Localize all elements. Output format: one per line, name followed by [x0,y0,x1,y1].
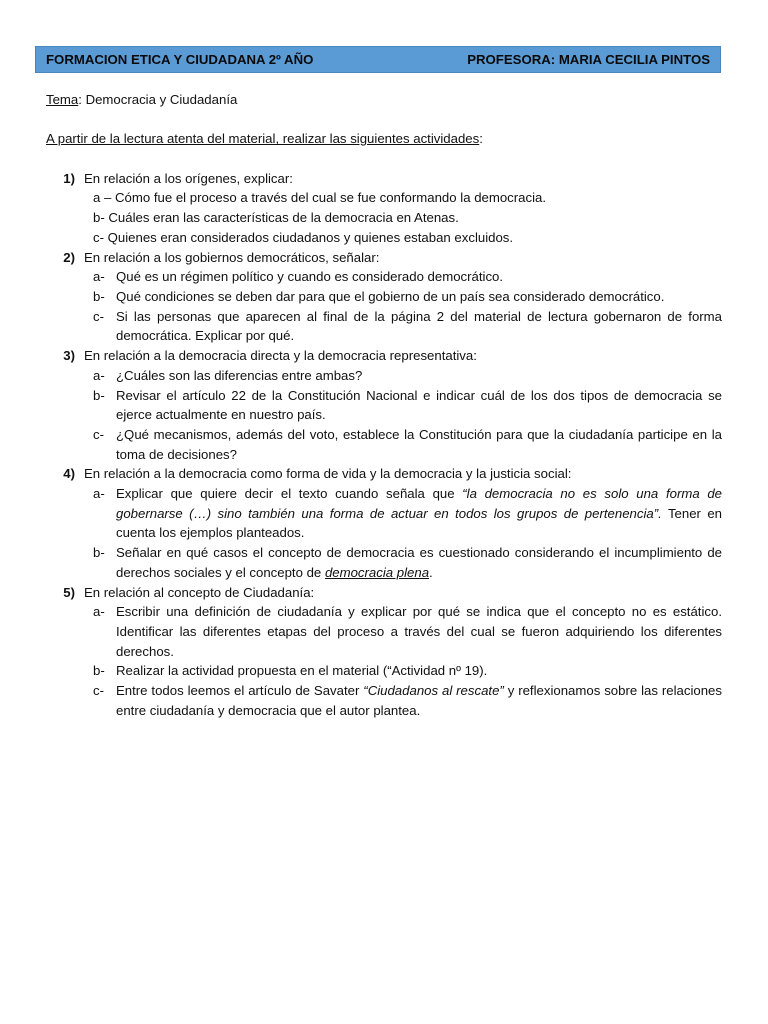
q3-item-c [46,425,722,464]
item-text-post: . [429,564,433,580]
intro-colon: : [479,131,483,147]
question-3 [46,346,722,366]
item-text: Qué es un régimen político y cuando es considerado democrático. [116,269,504,285]
document-body [46,90,722,720]
item-text-post: y reflexionamos sobre las relaciones entre ciudadanía y democracia que el autor plantea. [116,683,722,718]
intro-text: A partir de la lectura atenta del material, realizar las siguientes actividades [46,131,480,147]
q3-item-b [46,386,722,425]
intro-line [46,129,722,149]
tema-value: Democracia y Ciudadanía [85,92,238,107]
course-title: FORMACION ETICA Y CIUDADANA 2º AÑO [46,52,314,67]
item-text [116,484,722,543]
question-number: 1) [63,170,75,186]
question-title: En relación al concepto de Ciudadanía: [84,584,315,600]
item-label: c- [93,426,104,442]
question-number: 3) [63,348,75,364]
item-label: a- [93,269,105,285]
tema-line [46,90,722,110]
item-text: ¿Qué mecanismos, además del voto, establece la Constitución para que la ciudadanía participe en la toma de decisiones? [116,426,722,462]
item-label: a- [93,367,105,383]
item-text: ¿Cuáles son las diferencias entre ambas? [116,367,363,383]
tema-sep: : [78,92,86,107]
question-number: 5) [63,584,75,600]
q5-item-c [46,681,722,720]
item-text: Si las personas que aparecen al final de la página 2 del material de lectura gobernaron de forma democrática. Explicar por qué. [116,308,722,344]
q1-item-c: c- Quienes eran considerados ciudadanos y quienes estaban excluidos. [93,229,514,245]
q5-item-a [46,602,722,661]
question-number: 2) [63,249,75,265]
item-label: a- [93,604,105,620]
item-label: c- [93,683,104,699]
question-title: En relación a los gobiernos democráticos, señalar: [84,249,380,265]
teacher-name: PROFESORA: MARIA CECILIA PINTOS [467,52,710,67]
question-title: En relación a la democracia directa y la democracia representativa: [84,348,477,364]
q2-item-a [46,267,722,287]
item-text-post: Tener en cuenta los ejemplos planteados. [116,505,722,541]
question-1 [46,169,722,189]
q1-item-a: a – Cómo fue el proceso a través del cual se fue conformando la democracia. [93,190,547,206]
item-text-pre: Entre todos leemos el artículo de Savater [116,683,364,699]
item-text: Revisar el artículo 22 de la Constitución Nacional e indicar cuál de los dos tipos de democracia se ejerce actualmente en nuestro país. [116,387,722,423]
q1-item-b: b- Cuáles eran las características de la democracia en Atenas. [93,210,459,226]
q5-item-b [46,661,722,681]
item-quote: “Ciudadanos al rescate” [363,683,504,699]
question-title: En relación a los orígenes, explicar: [84,170,293,186]
item-label: b- [93,663,105,679]
question-5 [46,583,722,603]
q2-item-c [46,307,722,346]
q4-item-b [46,543,722,582]
item-text-pre: Señalar en qué casos el concepto de democracia es cuestionado considerando el incumplimiento de derechos sociales y el concepto de [116,545,722,580]
q3-item-a [46,366,722,386]
item-text: Escribir una definición de ciudadanía y explicar por qué se indica que el concepto no es estático. Identificar las diferentes etapas del proceso a través del cual se fueron adquiriendo los diferentes derechos. [116,604,722,659]
question-4 [46,464,722,484]
item-label: b- [93,545,105,561]
item-label: c- [93,308,104,324]
header-bar [35,46,721,73]
tema-label: Tema [46,92,79,107]
item-emphasis: democracia plena [324,564,430,580]
question-number: 4) [63,466,75,482]
item-quote: “la democracia no es solo una forma de gobernarse (…) sino también una forma de actuar en todos los grupos de pertenencia”. [116,486,722,521]
item-text [116,681,722,720]
item-label: b- [93,387,105,403]
item-text [116,543,722,582]
item-label: a- [93,486,105,502]
q4-item-a [46,484,722,543]
item-label: b- [93,289,105,304]
q2-item-b [46,287,722,307]
question-title: En relación a la democracia como forma de vida y la democracia y la justicia social: [84,466,572,482]
item-text: Realizar la actividad propuesta en el material (“Actividad nº 19). [116,663,488,679]
item-text: Qué condiciones se deben dar para que el gobierno de un país sea considerado democrático. [116,289,665,304]
question-2 [46,248,722,268]
item-text-pre: Explicar que quiere decir el texto cuando señala que [116,486,463,502]
